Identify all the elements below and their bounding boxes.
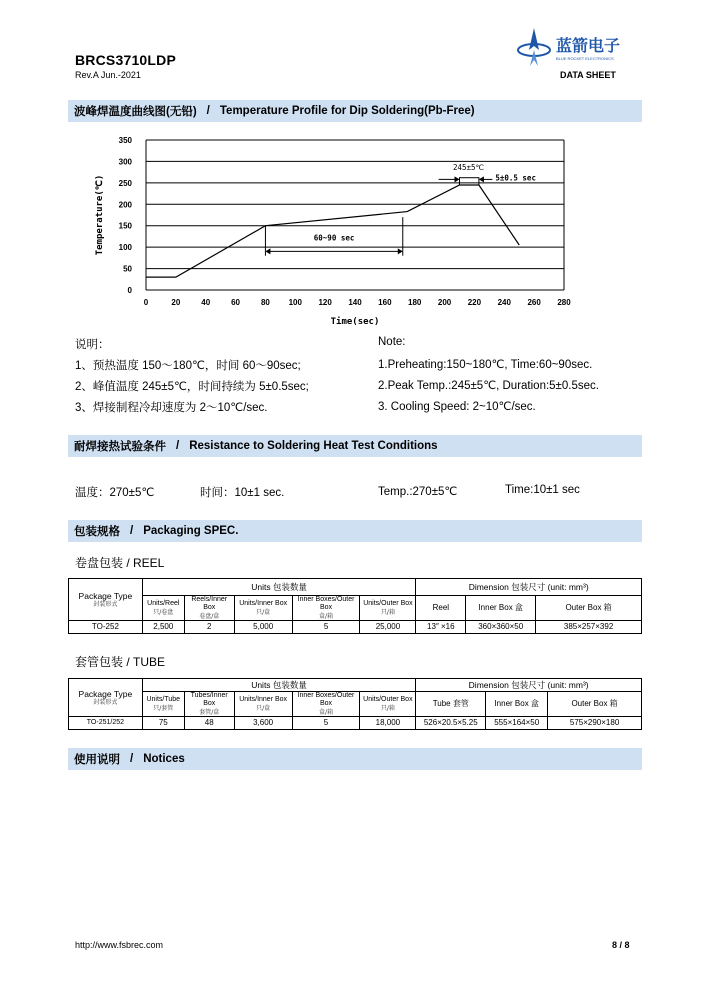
arrow-head	[398, 248, 403, 254]
x-tick-label: 100	[288, 298, 302, 307]
section-bar-notices	[68, 748, 642, 770]
table-row	[69, 620, 642, 633]
y-tick-label: 150	[118, 221, 132, 231]
col-header: Inner Boxes/Outer Box 盒/箱	[292, 596, 360, 621]
y-tick-label: 250	[118, 178, 132, 188]
reel-table	[68, 578, 642, 634]
pkg-type-cn: 封装形式	[93, 698, 118, 706]
peak-duration-label: 5±0.5 sec	[495, 173, 536, 183]
resistance-temp-cn: 温度：270±5℃	[75, 487, 155, 499]
section-bar-resistance	[68, 435, 642, 457]
table-cell: 18,000	[360, 716, 416, 729]
table-cell: 5,000	[234, 620, 292, 633]
section-bar-packaging	[68, 520, 642, 542]
tube-label: 套管包装 / TUBE	[75, 655, 166, 669]
section-title-en: Packaging SPEC.	[143, 525, 239, 537]
col-header: Outer Box 箱	[548, 692, 642, 717]
col-header: Units/Reel 只/卷盘	[142, 596, 184, 621]
section-separator: /	[206, 105, 210, 117]
peak-temp-label: 245±5℃	[452, 163, 484, 172]
arrow-head	[455, 176, 460, 182]
col-header: Units/Inner Box 只/盒	[234, 692, 292, 717]
note-cn-1: 1、预热温度 150～180℃，时间 60～90sec;	[75, 360, 301, 372]
x-tick-label: 280	[557, 298, 571, 307]
note-en-2: 2.Peak Temp.:245±5℃, Duration:5±0.5sec.	[378, 380, 599, 392]
y-tick-label: 100	[118, 243, 132, 253]
section-title-cn: 包装规格	[74, 526, 120, 538]
y-tick-label: 50	[123, 264, 132, 274]
table-cell: 75	[142, 716, 184, 729]
col-header: Outer Box 箱	[536, 596, 642, 621]
x-tick-label: 200	[437, 298, 452, 307]
table-cell: 2	[184, 620, 234, 633]
revision: Rev.A Jun.-2021	[75, 70, 141, 80]
arrow-head	[265, 248, 270, 254]
x-tick-label: 260	[527, 298, 541, 307]
dimension-header: Dimension 包装尺寸 (unit: mm³)	[416, 679, 642, 692]
table-cell: 48	[184, 716, 234, 729]
part-number: BRCS3710LDP	[75, 52, 177, 68]
footer-url[interactable]: http://www.fsbrec.com	[75, 940, 164, 950]
col-header: Units/Inner Box 只/盒	[234, 596, 292, 621]
x-tick-label: 60	[231, 298, 241, 307]
x-tick-label: 140	[348, 298, 362, 307]
logo-cn-text: 蓝箭电子	[556, 36, 621, 55]
x-tick-label: 160	[378, 298, 392, 307]
table-cell: TO-251/252	[69, 716, 143, 729]
table-cell: TO-252	[69, 620, 143, 633]
arrow-head	[479, 176, 484, 182]
resistance-time-cn: 时间：10±1 sec.	[200, 487, 285, 499]
col-header: Units/Outer Box 只/箱	[360, 596, 416, 621]
units-header: Units 包装数量	[142, 579, 416, 596]
x-tick-label: 120	[318, 298, 332, 307]
temperature-profile-chart	[80, 128, 580, 330]
page-number: 8 / 8	[612, 940, 630, 950]
units-header: Units 包装数量	[142, 679, 416, 692]
col-header: Inner Box 盒	[466, 596, 536, 621]
col-header: Reel	[416, 596, 466, 621]
table-cell: 2,500	[142, 620, 184, 633]
pkg-type-en: Package Type	[78, 688, 133, 699]
pkg-type-cn: 封装形式	[93, 600, 118, 608]
y-axis-label: Temperature(℃)	[95, 174, 105, 256]
x-tick-label: 0	[143, 298, 149, 307]
note-cn-3: 3、焊接制程冷却速度为 2～10℃/sec.	[75, 402, 268, 414]
section-title-en: Temperature Profile for Dip Soldering(Pb-Free)	[219, 105, 475, 117]
y-tick-label: 0	[127, 286, 132, 295]
col-header: Units/Tube 只/套管	[142, 692, 184, 717]
table-cell: 5	[292, 716, 360, 729]
notes-title-cn: 说明：	[75, 339, 110, 351]
notes-title-en: Note:	[378, 336, 406, 348]
section-separator: /	[130, 525, 134, 537]
section-title-en: Notices	[143, 753, 185, 765]
col-header: Tubes/Inner Box 套管/盒	[184, 692, 234, 717]
profile-line	[146, 185, 519, 277]
col-header: Reels/Inner Box 卷盘/盒	[184, 596, 234, 621]
rocket-logo-icon	[516, 26, 646, 70]
section-separator: /	[176, 440, 180, 452]
resistance-time-en: Time:10±1 sec	[505, 484, 580, 496]
col-header: Tube 套管	[416, 692, 486, 717]
section-title-en: Resistance to Soldering Heat Test Conditions	[189, 440, 438, 452]
pkg-type-header	[69, 679, 143, 717]
pkg-type-en: Package Type	[78, 590, 133, 601]
logo-en-text: BLUE ROCKET ELECTRONICS	[556, 56, 614, 61]
table-cell: 555×164×50	[486, 716, 548, 729]
col-header: Units/Outer Box 只/箱	[360, 692, 416, 717]
section-title-cn: 耐焊接热试验条件	[74, 441, 166, 453]
section-title-cn: 波峰焊温度曲线图(无铅)	[74, 106, 197, 118]
table-cell: 575×290×180	[548, 716, 642, 729]
x-tick-label: 20	[171, 298, 181, 307]
pkg-type-header	[69, 579, 143, 621]
x-tick-label: 40	[201, 298, 211, 307]
x-tick-label: 240	[497, 298, 511, 307]
reel-label: 卷盘包装 / REEL	[75, 556, 165, 570]
section-bar-profile	[68, 100, 642, 122]
x-tick-label: 220	[467, 298, 482, 307]
company-logo	[516, 26, 646, 70]
data-sheet-label: DATA SHEET	[560, 70, 616, 80]
table-row	[69, 716, 642, 729]
note-cn-2: 2、峰值温度 245±5℃，时间持续为 5±0.5sec;	[75, 381, 309, 393]
note-en-3: 3. Cooling Speed: 2~10℃/sec.	[378, 401, 536, 413]
table-cell: 25,000	[360, 620, 416, 633]
y-tick-label: 350	[118, 136, 132, 145]
x-axis-label: Time(sec)	[330, 317, 380, 327]
col-header: Inner Box 盒	[486, 692, 548, 717]
resistance-temp-en: Temp.:270±5℃	[378, 486, 458, 498]
col-header: Inner Boxes/Outer Box 盒/箱	[292, 692, 360, 717]
table-cell: 526×20.5×5.25	[416, 716, 486, 729]
table-cell: 385×257×392	[536, 620, 642, 633]
table-cell: 360×360×50	[466, 620, 536, 633]
note-en-1: 1.Preheating:150~180℃, Time:60~90sec.	[378, 359, 593, 371]
preheat-time-label: 60~90 sec	[313, 233, 355, 243]
table-cell: 5	[292, 620, 360, 633]
y-tick-label: 300	[118, 157, 132, 167]
tube-table	[68, 678, 642, 730]
table-cell: 13″ ×16	[416, 620, 466, 633]
dimension-header: Dimension 包装尺寸 (unit: mm³)	[416, 579, 642, 596]
peak-window-box	[460, 178, 479, 185]
table-cell: 3,600	[234, 716, 292, 729]
x-tick-label: 80	[260, 298, 270, 307]
y-tick-label: 200	[118, 200, 132, 210]
section-separator: /	[130, 753, 134, 765]
section-title-cn: 使用说明	[74, 754, 120, 766]
x-tick-label: 180	[408, 298, 422, 307]
